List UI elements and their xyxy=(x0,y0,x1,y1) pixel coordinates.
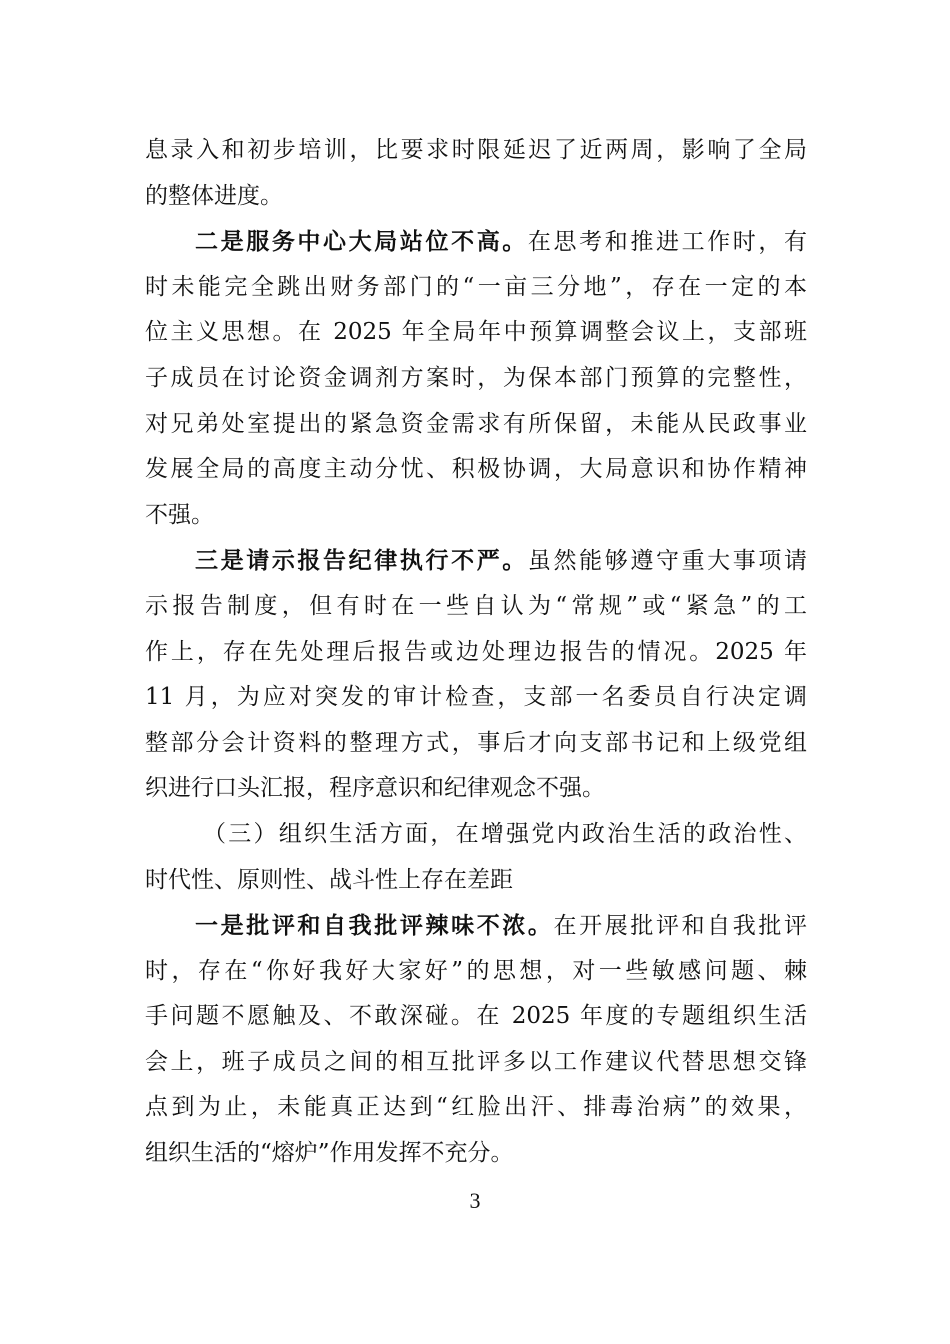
text-line: 的整体进度。 xyxy=(145,182,283,209)
text-line: 会上，班子成员之间的相互批评多以工作建议代替思想交锋 xyxy=(145,1048,807,1075)
text-line: 示报告制度，但有时在一些自认为“常规”或“紧急”的工 xyxy=(145,592,807,619)
page-number: 3 xyxy=(469,1188,481,1213)
paragraph-point-three xyxy=(145,538,807,812)
text-line: 位主义思想。在 2025 年全局年中预算调整会议上，支部班 xyxy=(145,319,807,346)
text-line: 时未能完全跳出财务部门的“一亩三分地”，存在一定的本 xyxy=(145,273,807,300)
text-run: 在思考和推进工作时，有 xyxy=(527,229,808,256)
point-heading: 一是批评和自我批评辣味不浓。 xyxy=(195,912,554,940)
point-heading: 二是服务中心大局站位不高。 xyxy=(195,228,528,256)
text-line: 对兄弟处室提出的紧急资金需求有所保留，未能从民政事业 xyxy=(145,410,807,437)
text-line: 11 月，为应对突发的审计检查，支部一名委员自行决定调 xyxy=(145,684,807,711)
text-line xyxy=(145,903,807,949)
paragraph-point-two xyxy=(145,219,807,538)
document-page xyxy=(145,128,807,1177)
text-line xyxy=(145,219,807,265)
text-line xyxy=(145,538,807,584)
text-line: 整部分会计资料的整理方式，事后才向支部书记和上级党组 xyxy=(145,729,807,756)
text-line: 组织生活的“熔炉”作用发挥不充分。 xyxy=(145,1140,514,1167)
text-line: 不强。 xyxy=(145,501,214,528)
point-heading: 三是请示报告纪律执行不严。 xyxy=(195,547,528,575)
text-line: 时代性、原则性、战斗性上存在差距 xyxy=(145,866,513,893)
text-run: 虽然能够遵守重大事项请 xyxy=(527,548,808,575)
text-line: （三）组织生活方面，在增强党内政治生活的政治性、 xyxy=(203,820,807,847)
text-line: 时，存在“你好我好大家好”的思想，对一些敏感问题、棘 xyxy=(145,957,807,984)
text-line: 发展全局的高度主动分忧、积极协调，大局意识和协作精神 xyxy=(145,456,807,483)
text-line: 息录入和初步培训，比要求时限延迟了近两周，影响了全局 xyxy=(145,137,807,163)
text-line: 作上，存在先处理后报告或边处理边报告的情况。2025 年 xyxy=(145,638,807,665)
text-run: 在开展批评和自我批评 xyxy=(553,913,808,940)
paragraph-point-one xyxy=(145,903,807,1177)
section-heading-three xyxy=(145,812,807,903)
text-line: 点到为止，未能真正达到“红脸出汗、排毒治病”的效果， xyxy=(145,1094,807,1121)
text-line: 子成员在讨论资金调剂方案时，为保本部门预算的完整性， xyxy=(145,364,807,391)
text-line: 织进行口头汇报，程序意识和纪律观念不强。 xyxy=(145,775,605,802)
text-line: 手问题不愿触及、不敢深碰。在 2025 年度的专题组织生活 xyxy=(145,1003,807,1030)
paragraph-continued xyxy=(145,128,807,219)
